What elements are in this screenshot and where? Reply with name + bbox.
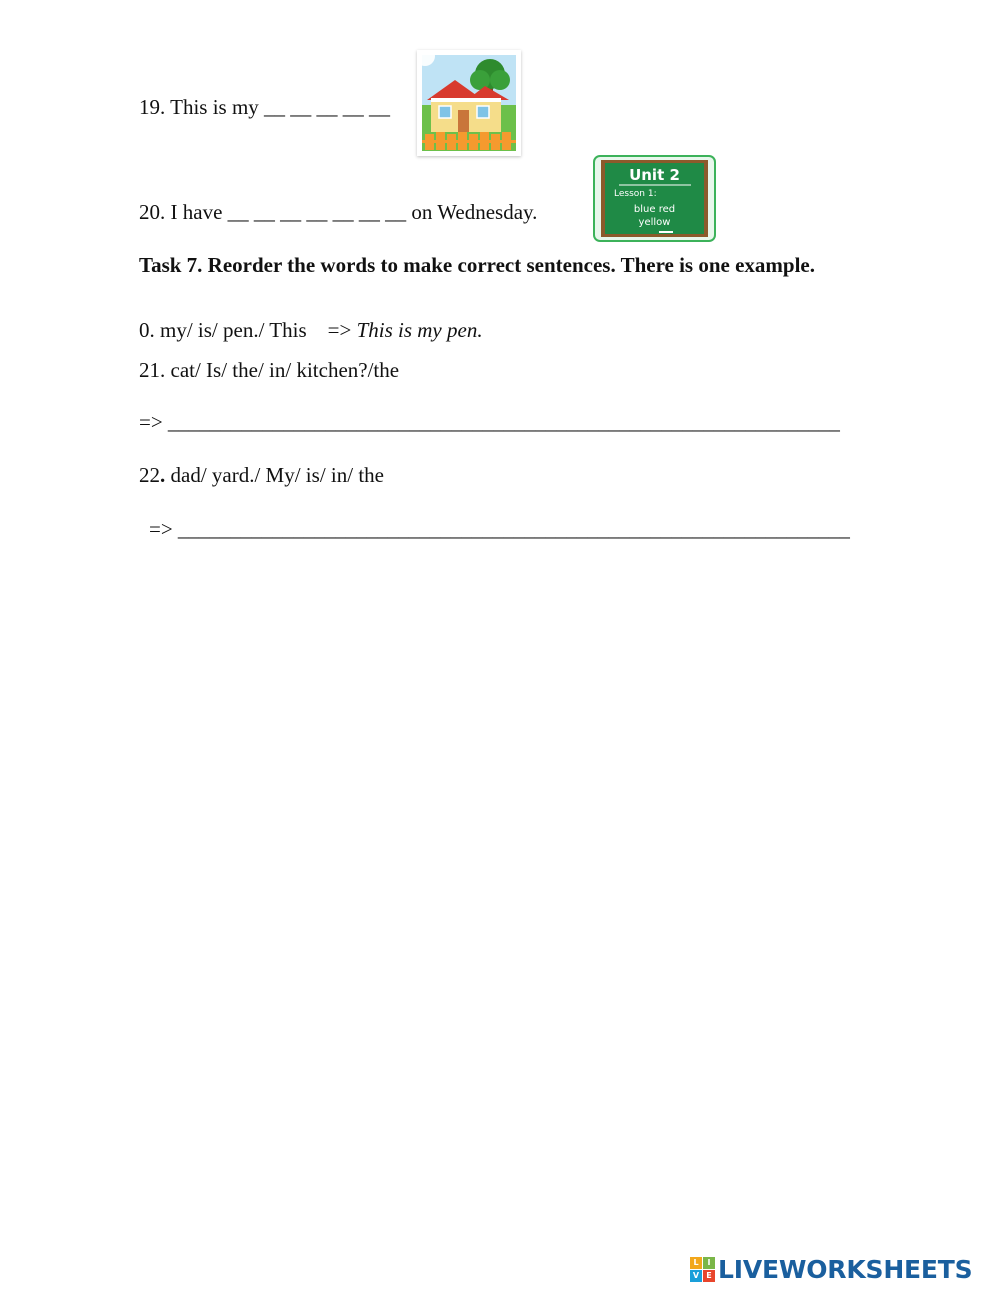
logo-mark-icon [690,1257,715,1282]
example-sentence [139,317,483,343]
logo-mark-l: L [690,1257,702,1269]
question-20: 20. I have __ __ __ __ __ __ __ on Wednesday. [139,200,538,224]
board-title: Unit 2 [629,166,680,184]
logo-mark-i: I [703,1257,715,1269]
chalkboard-picture [593,155,716,242]
logo-mark-e: E [703,1270,715,1282]
question-22-words: dad/ yard./ My/ is/ in/ the [165,463,384,487]
answer-line-21[interactable]: => ________________________________________________________________ [139,410,840,434]
board-lesson: Lesson 1: [614,189,657,199]
task-7-heading: Task 7. Reorder the words to make correct sentences. There is one example. [139,253,815,277]
board-colors: blue red [633,204,676,215]
logo-mark-v: V [690,1270,702,1282]
example-answer: This is my pen. [356,318,483,342]
example-prompt: 0. my/ is/ pen./ This => [139,318,357,342]
answer-line-22[interactable]: => ________________________________________________________________ [149,517,850,541]
house-picture [417,50,521,156]
question-22-dot: . [160,463,166,487]
question-22 [139,462,384,488]
board-colors-2: yellow [638,217,671,228]
question-19: 19. This is my __ __ __ __ __ [139,95,391,119]
question-21: 21. cat/ Is/ the/ in/ kitchen?/the [139,358,400,382]
question-22-number: 22 [139,463,160,487]
logo-text: LIVEWORKSHEETS [718,1254,973,1284]
liveworksheets-logo [690,1254,972,1284]
